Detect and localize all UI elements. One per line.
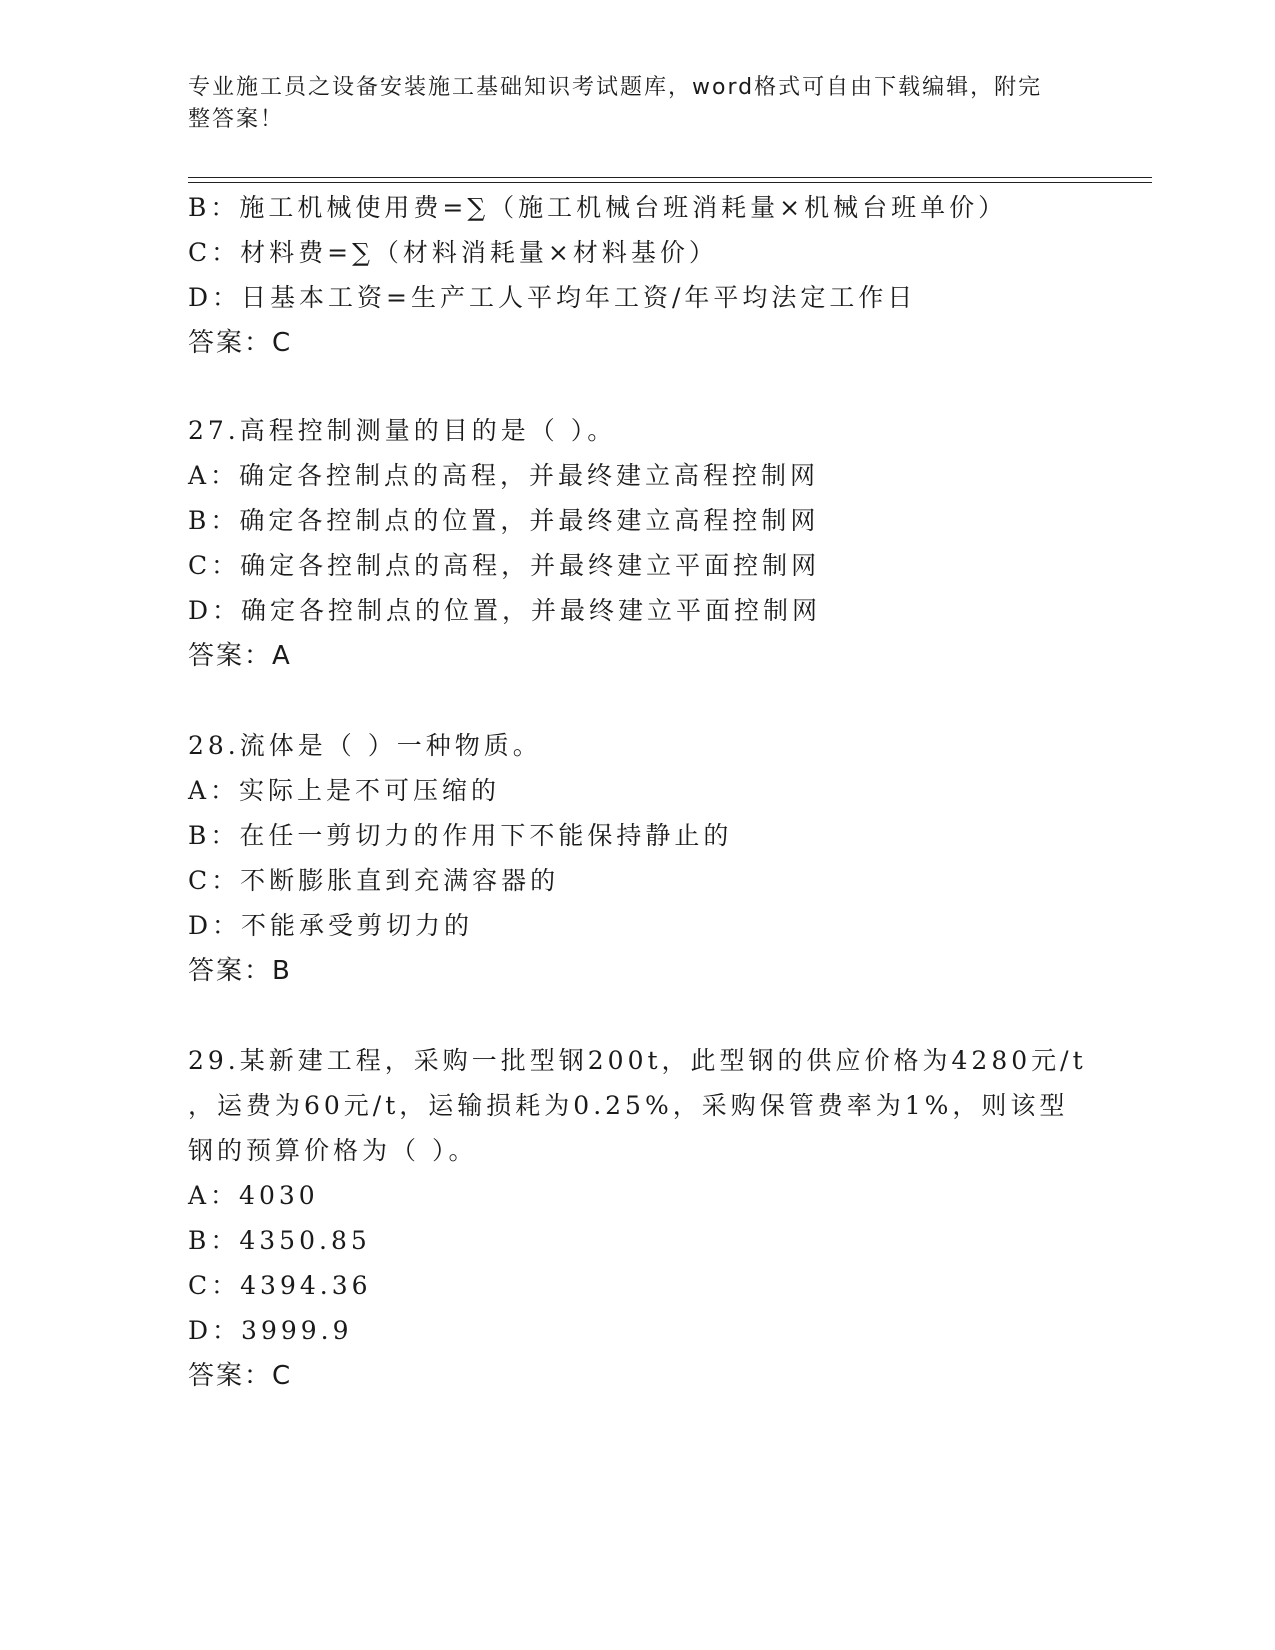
q28-answer: 答案：B: [188, 956, 292, 986]
q29-question-line-2: ，运费为60元/t，运输损耗为0.25%，采购保管费率为1%，则该型: [188, 1091, 1069, 1120]
q28-option-a: A：实际上是不可压缩的: [188, 776, 501, 805]
q28-option-c: C：不断膨胀直到充满容器的: [188, 866, 560, 895]
q29-option-b: B：4350.85: [188, 1226, 371, 1255]
q29-question-line-3: 钢的预算价格为（ ）。: [188, 1136, 478, 1165]
q27-question: 27.高程控制测量的目的是（ ）。: [188, 416, 617, 445]
q28-option-d: D：不能承受剪切力的: [188, 911, 474, 940]
q26-option-d: D：日基本工资=生产工人平均年工资/年平均法定工作日: [188, 283, 917, 312]
q28-question: 28.流体是（ ）一种物质。: [188, 731, 542, 760]
q29-option-c: C：4394.36: [188, 1271, 372, 1300]
q26-option-c: C：材料费=∑（材料消耗量×材料基价）: [188, 238, 718, 267]
q28-option-b: B：在任一剪切力的作用下不能保持静止的: [188, 821, 733, 850]
document-header: [188, 72, 1068, 136]
q29-option-d: D：3999.9: [188, 1316, 353, 1345]
q29-answer: 答案：C: [188, 1361, 293, 1391]
header-divider-bottom: [188, 182, 1152, 183]
header-divider-top: [188, 177, 1152, 178]
q27-option-a: A：确定各控制点的高程，并最终建立高程控制网: [188, 461, 820, 490]
q27-option-b: B：确定各控制点的位置，并最终建立高程控制网: [188, 506, 820, 535]
q29-question-line-1: 29.某新建工程，采购一批型钢200t，此型钢的供应价格为4280元/t: [188, 1046, 1087, 1075]
header-line-1: 专业施工员之设备安装施工基础知识考试题库，word格式可自由下载编辑，附完: [188, 75, 1043, 100]
q29-option-a: A：4030: [188, 1181, 319, 1210]
header-line-2: 整答案！: [188, 107, 285, 132]
q27-option-c: C：确定各控制点的高程，并最终建立平面控制网: [188, 551, 821, 580]
q26-option-b: B：施工机械使用费=∑（施工机械台班消耗量×机械台班单价）: [188, 193, 1008, 222]
q27-answer: 答案：A: [188, 641, 292, 671]
q26-answer: 答案：C: [188, 328, 293, 358]
q27-option-d: D：确定各控制点的位置，并最终建立平面控制网: [188, 596, 822, 625]
